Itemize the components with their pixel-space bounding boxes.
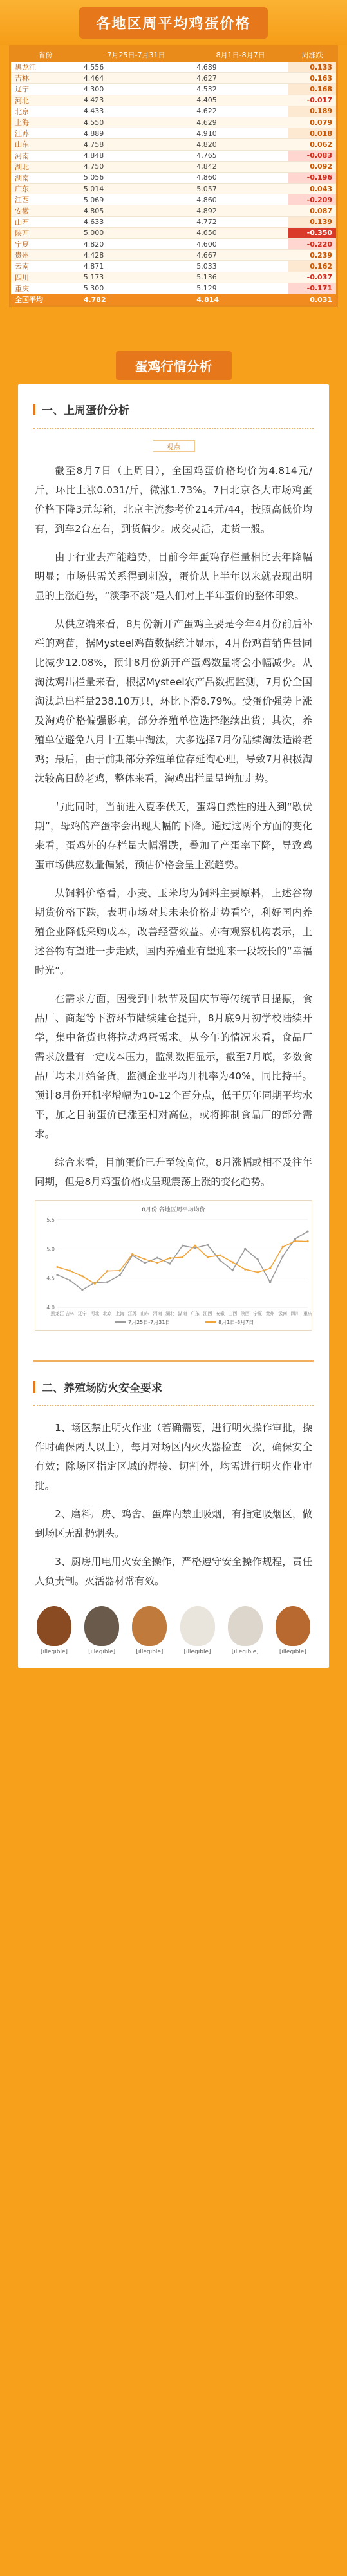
table-row: [11, 283, 336, 294]
table-row: [11, 150, 336, 161]
chart-point: [144, 1258, 146, 1260]
table-row: [11, 128, 336, 139]
chart-y-tick-label: 4.5: [46, 1275, 55, 1282]
chart-point: [106, 1270, 108, 1272]
change-cell: -0.220: [288, 239, 336, 250]
province-cell: 河南: [11, 150, 80, 161]
hen-image: [180, 1606, 215, 1646]
chart-point: [81, 1289, 83, 1291]
change-cell: 0.163: [288, 73, 336, 84]
hen-label: [illegible]: [136, 1649, 164, 1656]
price-cell: 4.892: [192, 205, 288, 216]
chart-x-tick-label: 黑龙江: [50, 1311, 64, 1317]
price-cell: 4.650: [192, 227, 288, 238]
section2-heading: [18, 1362, 329, 1401]
province-cell: 陕西: [11, 227, 80, 238]
hen-illustrations: [33, 1606, 314, 1655]
chart-x-tick-label: 河南: [153, 1311, 162, 1317]
change-cell: 0.139: [288, 216, 336, 227]
chart-point: [269, 1282, 271, 1283]
price-cell: 4.750: [80, 161, 192, 172]
chart-series-line: [57, 1241, 308, 1283]
average-cell: 4.782: [80, 294, 192, 305]
price-cell: 4.600: [192, 239, 288, 250]
table-row: [11, 239, 336, 250]
chart-point: [169, 1263, 171, 1265]
change-cell: 0.087: [288, 205, 336, 216]
chart-x-tick-label: 辽宁: [77, 1311, 87, 1317]
chart-point: [232, 1269, 234, 1271]
chart-x-tick-label: 陕西: [240, 1311, 250, 1317]
price-line-chart: [35, 1200, 312, 1331]
price-cell: 4.772: [192, 216, 288, 227]
table-header-row: [11, 47, 336, 62]
price-cell: 4.889: [80, 128, 192, 139]
price-cell: 4.532: [192, 84, 288, 95]
province-cell: 湖北: [11, 161, 80, 172]
chart-point: [207, 1244, 209, 1246]
page-title: 各地区周平均鸡蛋价格: [79, 7, 267, 39]
table-row: [11, 250, 336, 261]
bottom-band: [0, 2554, 347, 2576]
chart-point: [144, 1262, 146, 1264]
province-cell: 贵州: [11, 250, 80, 261]
chart-point: [182, 1245, 183, 1247]
price-cell: 5.014: [80, 184, 192, 194]
chart-legend-label: 7月25日-7月31日: [128, 1320, 171, 1326]
chart-x-tick-label: 北京: [102, 1311, 112, 1317]
hen-item: [272, 1606, 314, 1655]
change-cell: 0.162: [288, 261, 336, 272]
paragraph: 1、场区禁止明火作业（若确需要，进行明火操作审批，操作时确保两人以上），每月对场区内灭火器检查一次，确保安全有效；除场区指定区域的焊接、切割外，均需进行明火作业审批。: [35, 1422, 312, 1492]
chart-x-tick-label: 安徽: [215, 1311, 225, 1317]
table-row: [11, 205, 336, 216]
hen-item: [225, 1606, 266, 1655]
paragraph: 3、厨房用电用火安全操作，严格遵守安全操作规程，责任人负责制。灭活器材常有效。: [35, 1556, 312, 1587]
average-cell: 全国平均: [11, 294, 80, 305]
price-cell: 5.057: [192, 184, 288, 194]
chart-point: [119, 1269, 121, 1271]
province-cell: 吉林: [11, 73, 80, 84]
price-cell: 4.848: [80, 150, 192, 161]
price-cell: 4.433: [80, 106, 192, 117]
paragraph: 截至8月7日（上周日），全国鸡蛋价格均价为4.814元/斤，环比上涨0.031/斤，微涨1.73%。7日北京各大市场鸡蛋价格下降3元每箱，北京主流参考价214元/44，按照高低价均有，到车2台左右，到货偏少。成交灵活，走货一般。: [35, 465, 312, 535]
price-cell: 4.667: [192, 250, 288, 261]
hen-image: [37, 1606, 71, 1646]
paragraph: 综合来看，目前蛋价已升至较高位，8月涨幅或相不及往年同期，但是8月鸡蛋价格或呈现震荡上涨的变化趋势。: [35, 1157, 312, 1188]
chart-point: [257, 1271, 259, 1273]
table-row: [11, 184, 336, 194]
chart-point: [69, 1279, 71, 1281]
chart-y-tick-label: 5.0: [46, 1246, 55, 1253]
chart-point: [219, 1260, 221, 1262]
table-row: [11, 227, 336, 238]
province-cell: 安徽: [11, 205, 80, 216]
chart-point: [56, 1274, 58, 1276]
chart-point: [119, 1274, 121, 1276]
province-cell: 江苏: [11, 128, 80, 139]
table-row: [11, 84, 336, 95]
change-cell: -0.037: [288, 272, 336, 283]
chart-x-tick-label: 重庆: [303, 1311, 312, 1317]
price-cell: 5.129: [192, 283, 288, 294]
chart-svg: [35, 1213, 314, 1329]
chart-x-tick-label: 四川: [290, 1311, 300, 1317]
analysis-band: [0, 346, 347, 384]
change-cell: 0.092: [288, 161, 336, 172]
paragraph: 由于行业去产能趋势，目前今年蛋鸡存栏量相比去年降幅明显；市场供需关系得到刺激，蛋价从上半年以来就表现出明显的上涨趋势，“淡季不淡”是人们对上半年蛋价的整体印象。: [35, 551, 312, 602]
analysis-card: [18, 384, 329, 1668]
price-cell: 4.627: [192, 73, 288, 84]
column-header: 省份: [11, 47, 80, 62]
chart-point: [269, 1267, 271, 1269]
hen-label: [illegible]: [183, 1649, 211, 1656]
change-cell: 0.189: [288, 106, 336, 117]
table-row: [11, 62, 336, 73]
chart-legend-label: 8月1日-8月7日: [218, 1320, 254, 1326]
chart-point: [194, 1247, 196, 1249]
hen-item: [33, 1606, 75, 1655]
change-cell: 0.043: [288, 184, 336, 194]
chart-x-tick-label: 山西: [228, 1311, 238, 1317]
price-table-grid: [11, 47, 336, 305]
chart-point: [194, 1245, 196, 1247]
price-cell: 4.423: [80, 95, 192, 106]
chart-point: [294, 1238, 296, 1240]
price-cell: 4.556: [80, 62, 192, 73]
chart-point: [156, 1262, 158, 1264]
paragraph: 2、磨料厂房、鸡舍、蛋库内禁止吸烟，有指定吸烟区，做到场区无乱扔烟头。: [35, 1508, 312, 1540]
chart-x-tick-label: 湖北: [165, 1311, 175, 1317]
average-cell: 0.031: [288, 294, 336, 305]
chart-series-line: [57, 1231, 308, 1290]
chart-point: [306, 1231, 308, 1233]
chart-point: [182, 1256, 183, 1258]
heading-accent: [33, 404, 35, 415]
chart-x-tick-label: 湖南: [178, 1311, 187, 1317]
change-cell: 0.079: [288, 117, 336, 128]
province-cell: 重庆: [11, 283, 80, 294]
table-row: [11, 261, 336, 272]
table-row: [11, 95, 336, 106]
price-cell: 4.820: [80, 239, 192, 250]
average-cell: 4.814: [192, 294, 288, 305]
hen-image: [84, 1606, 119, 1646]
paragraph: 与此同时，当前进入夏季伏天，蛋鸡自然性的进入到“歇伏期”，母鸡的产蛋率会出现大幅的下降。通过这两个方面的变化来看，蛋鸡外的存栏量大幅滑跌，叠加了产蛋率下降，导致鸡蛋市场供应数量偏紧，预估价格会呈上涨趋势。: [35, 801, 312, 871]
chart-x-tick-label: 吉林: [65, 1311, 75, 1317]
chart-point: [257, 1258, 259, 1260]
price-cell: 4.689: [192, 62, 288, 73]
price-cell: 4.758: [80, 139, 192, 150]
chart-point: [81, 1275, 83, 1277]
price-cell: 5.069: [80, 194, 192, 205]
column-header: 7月25日-7月31日: [80, 47, 192, 62]
change-cell: -0.196: [288, 172, 336, 183]
change-cell: -0.017: [288, 95, 336, 106]
province-cell: 上海: [11, 117, 80, 128]
province-cell: 辽宁: [11, 84, 80, 95]
chart-point: [244, 1248, 246, 1250]
change-cell: 0.239: [288, 250, 336, 261]
chart-x-tick-label: 贵州: [265, 1311, 275, 1317]
price-cell: 4.405: [192, 95, 288, 106]
price-cell: 4.871: [80, 261, 192, 272]
chart-point: [282, 1256, 284, 1258]
chart-point: [306, 1240, 308, 1242]
chart-y-tick-label: 5.5: [46, 1217, 55, 1224]
hen-image: [132, 1606, 167, 1646]
ornament-divider: [33, 1342, 314, 1362]
chart-x-tick-label: 河北: [90, 1311, 100, 1317]
section1-heading: [18, 384, 329, 424]
province-cell: 江西: [11, 194, 80, 205]
hen-image: [228, 1606, 263, 1646]
province-cell: 河北: [11, 95, 80, 106]
price-cell: 4.860: [192, 194, 288, 205]
chart-x-tick-label: 上海: [115, 1311, 125, 1317]
average-row: [11, 294, 336, 305]
price-cell: 5.136: [192, 272, 288, 283]
price-cell: 4.765: [192, 150, 288, 161]
table-row: [11, 272, 336, 283]
province-cell: 黑龙江: [11, 62, 80, 73]
province-cell: 山西: [11, 216, 80, 227]
hen-item: [177, 1606, 218, 1655]
column-header: 8月1日-8月7日: [192, 47, 288, 62]
province-cell: 广东: [11, 184, 80, 194]
price-cell: 4.550: [80, 117, 192, 128]
chart-point: [244, 1269, 246, 1271]
chart-point: [131, 1253, 133, 1255]
chart-point: [294, 1240, 296, 1242]
divider: [33, 428, 314, 429]
chart-point: [156, 1257, 158, 1259]
price-cell: 4.805: [80, 205, 192, 216]
table-row: [11, 139, 336, 150]
price-cell: 5.173: [80, 272, 192, 283]
paragraph: 从饲料价格看，小麦、玉米均为饲料主要原料，上述谷物期货价格下跌，表明市场对其未来价格走势看空，利好国内养殖企业降低采购成本，改善经营效益。亦有观察机构表示，上述谷物有望进一步走跌，国内养殖业有望迎来一段较长的“幸福时光”。: [35, 887, 312, 977]
hen-label: [illegible]: [88, 1649, 116, 1656]
price-cell: 4.428: [80, 250, 192, 261]
chart-title: 8月份 各地区周平均均价: [142, 1207, 205, 1214]
chart-point: [69, 1270, 71, 1272]
table-row: [11, 161, 336, 172]
province-cell: 湖南: [11, 172, 80, 183]
section1-title: 一、上周蛋价分析: [42, 404, 129, 418]
price-table: [9, 45, 338, 307]
section2-title: 二、养殖场防火安全要求: [42, 1382, 162, 1396]
province-cell: 四川: [11, 272, 80, 283]
chart-point: [282, 1246, 284, 1248]
chart-x-tick-label: 广东: [190, 1311, 200, 1317]
province-cell: 云南: [11, 261, 80, 272]
change-cell: -0.083: [288, 150, 336, 161]
change-cell: -0.209: [288, 194, 336, 205]
hen-image: [276, 1606, 310, 1646]
price-cell: 5.033: [192, 261, 288, 272]
change-cell: -0.171: [288, 283, 336, 294]
header-bar: [0, 0, 347, 45]
table-row: [11, 194, 336, 205]
change-cell: -0.350: [288, 227, 336, 238]
heading-accent: [33, 1381, 35, 1393]
table-row: [11, 216, 336, 227]
table-row: [11, 73, 336, 84]
paragraph: 从供应端来看，8月份新开产蛋鸡主要是今年4月份前后补栏的鸡苗，据Mysteel鸡苗数据统计显示，4月份鸡苗销售量同比减少12.08%，预计8月份新开产蛋鸡数量将会小幅减少。从淘汰鸡出栏量来看，根据Mysteel农产品数据监测，7月份全国淘汰总出栏量238.10万只，环比下滑8.79%。受蛋价强势上涨及淘鸡价格偏强影响，部分养殖单位选择继续出货；其次，养殖单位避免八月十五集中淘汰，大多选择7月份陆续淘汰适龄老鸡；最后，由于前期部分养殖单位存延淘心理，导致7月积极淘汰较高日龄老鸡，整体来看，淘鸡出栏量呈增加走势。: [35, 618, 312, 785]
change-cell: 0.133: [288, 62, 336, 73]
chart-point: [56, 1266, 58, 1268]
chart-x-tick-label: 江苏: [127, 1311, 137, 1317]
change-cell: 0.018: [288, 128, 336, 139]
chart-point: [94, 1283, 96, 1285]
price-cell: 4.820: [192, 139, 288, 150]
divider: [33, 1405, 314, 1406]
chart-point: [106, 1281, 108, 1283]
price-cell: 4.629: [192, 117, 288, 128]
hen-label: [illegible]: [40, 1649, 68, 1656]
hen-label: [illegible]: [231, 1649, 259, 1656]
price-cell: 4.622: [192, 106, 288, 117]
price-cell: 4.464: [80, 73, 192, 84]
paragraph: 在需求方面，因受到中秋节及国庆节等传统节日提振，食品厂、商超等下游环节陆续建仓提升，8月底9月初学校陆续开学，集中备货也将拉动鸡蛋需求。从今年的情况来看，食品厂需求放量有一定成本压力，监测数据显示，截至7月底，多数食品厂均未开始备货，监测企业平均开机率为40%，同比持平。预计8月份开机率增幅为10-12个百分点，低于历年同期平均水平，加之目前蛋价已涨至相对高位，或将抑制食品厂的部分需求。: [35, 993, 312, 1141]
chart-point: [232, 1262, 234, 1264]
province-cell: 宁夏: [11, 239, 80, 250]
price-cell: 5.000: [80, 227, 192, 238]
chart-y-tick-label: 4.0: [46, 1305, 55, 1311]
column-header: 周涨跌: [288, 47, 336, 62]
price-cell: 5.056: [80, 172, 192, 183]
hen-label: [illegible]: [279, 1649, 306, 1656]
table-row: [11, 117, 336, 128]
chart-x-tick-label: 山东: [140, 1311, 150, 1317]
hen-item: [81, 1606, 122, 1655]
table-body: [11, 62, 336, 305]
hen-item: [129, 1606, 170, 1655]
price-cell: 4.860: [192, 172, 288, 183]
chart-point: [219, 1255, 221, 1256]
price-cell: 4.910: [192, 128, 288, 139]
chart-x-tick-label: 宁夏: [253, 1311, 263, 1317]
chart-x-tick-label: 江西: [203, 1311, 212, 1317]
province-cell: 北京: [11, 106, 80, 117]
change-cell: 0.062: [288, 139, 336, 150]
analysis-title: 蛋鸡行情分析: [116, 351, 232, 380]
table-row: [11, 106, 336, 117]
price-cell: 4.842: [192, 161, 288, 172]
price-cell: 4.633: [80, 216, 192, 227]
province-cell: 山东: [11, 139, 80, 150]
viewpoint-tag: 观点: [153, 440, 195, 452]
table-row: [11, 172, 336, 183]
price-cell: 4.300: [80, 84, 192, 95]
chart-x-tick-label: 云南: [278, 1311, 288, 1317]
chart-point: [169, 1257, 171, 1259]
chart-point: [207, 1256, 209, 1258]
change-cell: 0.168: [288, 84, 336, 95]
price-cell: 5.300: [80, 283, 192, 294]
